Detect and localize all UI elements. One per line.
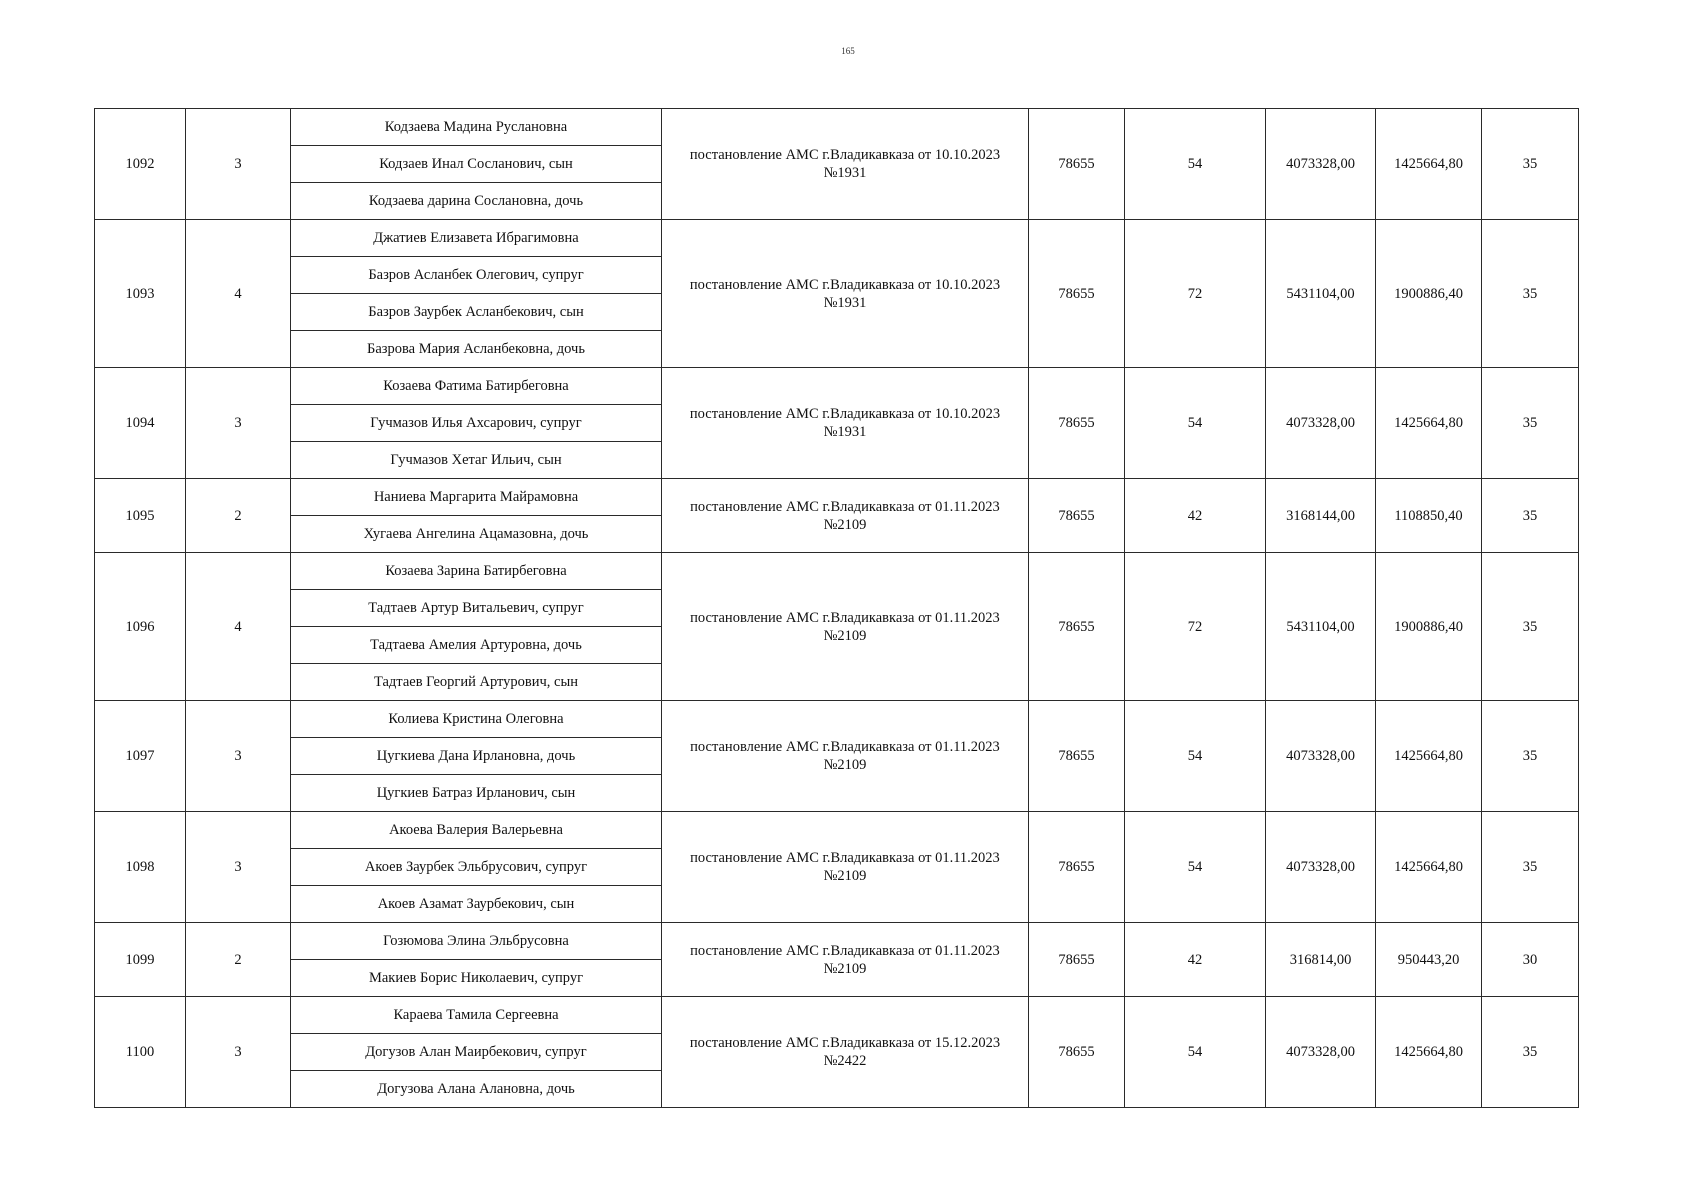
subsidy-amount: 1425664,80 xyxy=(1376,701,1482,812)
decree-reference xyxy=(662,997,1029,1108)
table-row xyxy=(95,368,1579,405)
subsidy-percent: 35 xyxy=(1482,109,1579,220)
record-number: 1096 xyxy=(95,553,186,701)
family-member: Макиев Борис Николаевич, супруг xyxy=(291,960,662,997)
decree-number: №2109 xyxy=(823,516,867,533)
family-member: Козаева Фатима Батирбеговна xyxy=(291,368,662,405)
decree-title: постановление АМС г.Владикавказа от 01.11.2023 xyxy=(690,609,1000,626)
family-member: Гучмазов Хетаг Ильич, сын xyxy=(291,442,662,479)
area-norm: 54 xyxy=(1125,997,1266,1108)
record-number: 1095 xyxy=(95,479,186,553)
decree-title: постановление АМС г.Владикавказа от 10.10.2023 xyxy=(689,406,1001,422)
decree-number: №1931 xyxy=(823,165,867,181)
family-member: Тадтаев Артур Витальевич, супруг xyxy=(291,590,662,627)
decree-reference xyxy=(662,368,1029,479)
area-norm: 42 xyxy=(1125,479,1266,553)
family-member: Догузов Алан Маирбекович, супруг xyxy=(291,1034,662,1071)
subsidy-percent: 35 xyxy=(1482,997,1579,1108)
price-per-sqm: 78655 xyxy=(1029,997,1125,1108)
registry-table xyxy=(94,108,1579,1108)
subsidy-percent: 35 xyxy=(1482,701,1579,812)
table-row xyxy=(95,997,1579,1034)
subsidy-amount: 1108850,40 xyxy=(1376,479,1482,553)
family-member: Акоев Азамат Заурбекович, сын xyxy=(291,886,662,923)
price-per-sqm: 78655 xyxy=(1029,923,1125,997)
family-member: Акоева Валерия Валерьевна xyxy=(291,812,662,849)
family-member: Догузова Алана Алановна, дочь xyxy=(291,1071,662,1108)
subsidy-percent: 35 xyxy=(1482,553,1579,701)
decree-number: №2109 xyxy=(823,960,867,977)
decree-reference xyxy=(662,812,1029,923)
decree-title: постановление АМС г.Владикавказа от 10.10.2023 xyxy=(689,276,1001,293)
decree-reference xyxy=(662,109,1029,220)
subsidy-percent: 30 xyxy=(1482,923,1579,997)
record-number: 1099 xyxy=(95,923,186,997)
family-size: 3 xyxy=(186,701,291,812)
table-row xyxy=(95,812,1579,849)
family-member: Цугкиева Дана Ирлановна, дочь xyxy=(291,738,662,775)
subsidy-amount: 1425664,80 xyxy=(1376,368,1482,479)
subsidy-amount: 1425664,80 xyxy=(1376,109,1482,220)
area-norm: 54 xyxy=(1125,368,1266,479)
family-member: Цугкиев Батраз Ирланович, сын xyxy=(291,775,662,812)
subsidy-amount: 1425664,80 xyxy=(1376,997,1482,1108)
housing-cost: 4073328,00 xyxy=(1266,812,1376,923)
subsidy-amount: 1425664,80 xyxy=(1376,812,1482,923)
decree-reference xyxy=(662,220,1029,368)
decree-reference xyxy=(662,553,1029,701)
area-norm: 54 xyxy=(1125,109,1266,220)
decree-title: постановление АМС г.Владикавказа от 10.10.2023 xyxy=(689,147,1001,163)
subsidy-percent: 35 xyxy=(1482,220,1579,368)
area-norm: 72 xyxy=(1125,220,1266,368)
family-member: Козаева Зарина Батирбеговна xyxy=(291,553,662,590)
decree-number: №1931 xyxy=(823,294,867,311)
decree-number: №2422 xyxy=(823,1053,867,1069)
family-member: Кодзаева Мадина Руслановна xyxy=(291,109,662,146)
family-member: Джатиев Елизавета Ибрагимовна xyxy=(291,220,662,257)
table-row xyxy=(95,553,1579,590)
family-size: 2 xyxy=(186,923,291,997)
price-per-sqm: 78655 xyxy=(1029,368,1125,479)
decree-title: постановление АМС г.Владикавказа от 01.11.2023 xyxy=(690,942,1000,959)
price-per-sqm: 78655 xyxy=(1029,220,1125,368)
record-number: 1094 xyxy=(95,368,186,479)
decree-number: №2109 xyxy=(823,757,867,773)
family-member: Кодзаев Инал Сосланович, сын xyxy=(291,146,662,183)
family-member: Наниева Маргарита Майрамовна xyxy=(291,479,662,516)
family-member: Кодзаева дарина Сослановна, дочь xyxy=(291,183,662,220)
housing-cost: 4073328,00 xyxy=(1266,997,1376,1108)
family-member: Базрова Мария Асланбековна, дочь xyxy=(291,331,662,368)
family-size: 2 xyxy=(186,479,291,553)
decree-reference xyxy=(662,701,1029,812)
price-per-sqm: 78655 xyxy=(1029,553,1125,701)
subsidy-percent: 35 xyxy=(1482,368,1579,479)
area-norm: 54 xyxy=(1125,701,1266,812)
family-member: Акоев Заурбек Эльбрусович, супруг xyxy=(291,849,662,886)
price-per-sqm: 78655 xyxy=(1029,109,1125,220)
price-per-sqm: 78655 xyxy=(1029,812,1125,923)
family-member: Базров Асланбек Олегович, супруг xyxy=(291,257,662,294)
subsidy-amount: 1900886,40 xyxy=(1376,553,1482,701)
table-row xyxy=(95,109,1579,146)
table-row xyxy=(95,701,1579,738)
page-number: 165 xyxy=(841,46,855,56)
area-norm: 72 xyxy=(1125,553,1266,701)
price-per-sqm: 78655 xyxy=(1029,701,1125,812)
price-per-sqm: 78655 xyxy=(1029,479,1125,553)
family-size: 4 xyxy=(186,220,291,368)
family-size: 3 xyxy=(186,109,291,220)
record-number: 1092 xyxy=(95,109,186,220)
family-member: Гучмазов Илья Ахсарович, супруг xyxy=(291,405,662,442)
decree-number: №2109 xyxy=(823,627,867,644)
record-number: 1093 xyxy=(95,220,186,368)
housing-cost: 5431104,00 xyxy=(1266,553,1376,701)
family-member: Гозюмова Элина Эльбрусовна xyxy=(291,923,662,960)
housing-cost: 5431104,00 xyxy=(1266,220,1376,368)
table-row xyxy=(95,220,1579,257)
record-number: 1098 xyxy=(95,812,186,923)
decree-reference xyxy=(662,479,1029,553)
area-norm: 42 xyxy=(1125,923,1266,997)
housing-cost: 3168144,00 xyxy=(1266,479,1376,553)
record-number: 1100 xyxy=(95,997,186,1108)
decree-reference xyxy=(662,923,1029,997)
subsidy-percent: 35 xyxy=(1482,479,1579,553)
decree-number: №1931 xyxy=(823,424,867,440)
decree-title: постановление АМС г.Владикавказа от 01.11.2023 xyxy=(690,850,1000,866)
family-member: Базров Заурбек Асланбекович, сын xyxy=(291,294,662,331)
family-member: Хугаева Ангелина Ацамазовна, дочь xyxy=(291,516,662,553)
housing-cost: 4073328,00 xyxy=(1266,701,1376,812)
subsidy-percent: 35 xyxy=(1482,812,1579,923)
housing-cost: 4073328,00 xyxy=(1266,368,1376,479)
housing-cost: 4073328,00 xyxy=(1266,109,1376,220)
housing-cost: 316814,00 xyxy=(1266,923,1376,997)
decree-title: постановление АМС г.Владикавказа от 15.12.2023 xyxy=(689,1035,1001,1051)
decree-title: постановление АМС г.Владикавказа от 01.11.2023 xyxy=(690,739,1000,755)
family-size: 3 xyxy=(186,368,291,479)
family-size: 3 xyxy=(186,812,291,923)
family-member: Караева Тамила Сергеевна xyxy=(291,997,662,1034)
family-member: Тадтаев Георгий Артурович, сын xyxy=(291,664,662,701)
registry-body xyxy=(95,109,1579,1108)
area-norm: 54 xyxy=(1125,812,1266,923)
family-size: 4 xyxy=(186,553,291,701)
subsidy-amount: 950443,20 xyxy=(1376,923,1482,997)
family-member: Колиева Кристина Олеговна xyxy=(291,701,662,738)
decree-title: постановление АМС г.Владикавказа от 01.11.2023 xyxy=(690,498,1000,515)
table-row xyxy=(95,923,1579,960)
family-member: Тадтаева Амелия Артуровна, дочь xyxy=(291,627,662,664)
family-size: 3 xyxy=(186,997,291,1108)
table-row xyxy=(95,479,1579,516)
decree-number: №2109 xyxy=(823,868,867,884)
subsidy-amount: 1900886,40 xyxy=(1376,220,1482,368)
record-number: 1097 xyxy=(95,701,186,812)
